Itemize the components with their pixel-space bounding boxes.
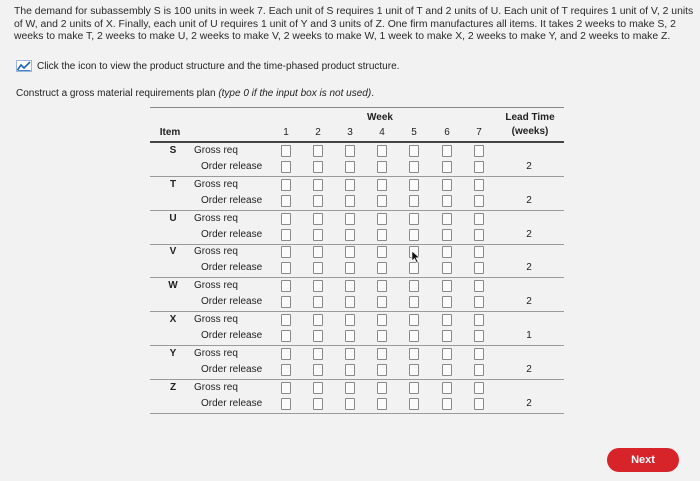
order-release-label: Order release — [201, 296, 263, 308]
gross-req-input[interactable] — [377, 348, 387, 360]
order-release-input[interactable] — [474, 296, 484, 308]
lead-time-value: 2 — [526, 161, 532, 172]
order-release-input[interactable] — [345, 364, 355, 376]
item-name: V — [169, 246, 177, 258]
gross-req-input[interactable] — [281, 213, 291, 225]
order-release-input[interactable] — [345, 398, 355, 410]
gross-req-input[interactable] — [377, 314, 387, 326]
lead-time-value: 2 — [526, 228, 532, 240]
gross-req-input[interactable] — [442, 280, 452, 292]
item-name: T — [169, 178, 177, 190]
lead-time-value: 2 — [526, 194, 532, 206]
row-separator — [150, 277, 564, 278]
order-release-input[interactable] — [281, 364, 291, 376]
order-release-input[interactable] — [409, 262, 419, 274]
order-release-input[interactable] — [313, 229, 323, 241]
gross-req-input[interactable] — [409, 246, 419, 258]
gross-req-input[interactable] — [313, 145, 323, 157]
order-release-input[interactable] — [281, 296, 291, 308]
order-release-input[interactable] — [377, 398, 387, 410]
gross-req-input[interactable] — [474, 314, 484, 326]
gross-req-input[interactable] — [345, 213, 355, 225]
order-release-input[interactable] — [442, 330, 452, 342]
order-release-label: Order release — [201, 161, 263, 172]
week-number: 4 — [379, 127, 385, 138]
item-name: U — [169, 212, 177, 224]
order-release-input[interactable] — [345, 195, 355, 207]
gross-req-input[interactable] — [409, 280, 419, 292]
week-number: 1 — [283, 127, 289, 138]
order-release-input[interactable] — [313, 330, 323, 342]
order-release-input[interactable] — [313, 195, 323, 207]
order-release-input[interactable] — [313, 262, 323, 274]
order-release-input[interactable] — [313, 161, 323, 173]
gross-req-label: Gross req — [194, 212, 238, 224]
item-name: S — [169, 145, 177, 156]
order-release-input[interactable] — [409, 398, 419, 410]
gross-req-input[interactable] — [442, 382, 452, 394]
gross-requirements-table — [150, 104, 564, 414]
gross-req-input[interactable] — [281, 314, 291, 326]
header-rule — [150, 141, 564, 143]
lead-time-value: 1 — [526, 330, 532, 341]
table-top-rule — [150, 107, 564, 108]
item-name: Y — [169, 347, 177, 359]
order-release-input[interactable] — [474, 195, 484, 207]
order-release-input[interactable] — [442, 398, 452, 410]
gross-req-input[interactable] — [377, 246, 387, 258]
order-release-input[interactable] — [345, 330, 355, 342]
gross-req-input[interactable] — [377, 280, 387, 292]
gross-req-input[interactable] — [313, 246, 323, 258]
row-separator — [150, 345, 564, 346]
gross-req-input[interactable] — [474, 179, 484, 191]
gross-req-label: Gross req — [194, 314, 238, 325]
order-release-input[interactable] — [409, 330, 419, 342]
gross-req-input[interactable] — [281, 280, 291, 292]
gross-req-input[interactable] — [442, 179, 452, 191]
gross-req-input[interactable] — [377, 382, 387, 394]
gross-req-input[interactable] — [281, 348, 291, 360]
row-separator — [150, 311, 564, 312]
gross-req-label: Gross req — [194, 347, 238, 359]
gross-req-input[interactable] — [474, 145, 484, 157]
order-release-label: Order release — [201, 397, 263, 409]
gross-req-input[interactable] — [313, 348, 323, 360]
gross-req-input[interactable] — [313, 314, 323, 326]
lead-time-value: 2 — [526, 262, 532, 274]
gross-req-input[interactable] — [345, 382, 355, 394]
week-number: 5 — [411, 127, 417, 138]
lead-time-header: Lead Time — [505, 112, 555, 123]
item-name: Z — [169, 381, 177, 393]
order-release-input[interactable] — [377, 195, 387, 207]
instruction — [16, 88, 374, 99]
week-number: 7 — [476, 127, 482, 138]
order-release-input[interactable] — [442, 262, 452, 274]
gross-req-input[interactable] — [474, 348, 484, 360]
gross-req-input[interactable] — [377, 179, 387, 191]
product-structure-link-label[interactable]: Click the icon to view the product structure and the time-phased product structure. — [37, 60, 400, 72]
gross-req-input[interactable] — [474, 246, 484, 258]
gross-req-input[interactable] — [474, 382, 484, 394]
problem-statement: The demand for subassembly S is 100 units in week 7. Each unit of S requires 1 unit of T and 2 units of U. Each unit of T requires 1 unit of V, 2 units of W, and 2 units of X. Finally, each unit of U requires 1 unit of Y and 3 units of Z. One firm manufactures all items. It takes 2 weeks to make S, 2 weeks to make T, 2 weeks to make U, 2 weeks to make V, 2 weeks to make W, 1 week to make X, 2 weeks to make Y, and 2 weeks to make Z. — [14, 6, 694, 43]
gross-req-input[interactable] — [442, 348, 452, 360]
gross-req-input[interactable] — [281, 246, 291, 258]
order-release-input[interactable] — [377, 262, 387, 274]
order-release-input[interactable] — [442, 161, 452, 173]
lead-time-value: 2 — [526, 296, 532, 308]
chart-icon[interactable] — [16, 60, 32, 72]
gross-req-input[interactable] — [345, 348, 355, 360]
gross-req-label: Gross req — [194, 246, 238, 258]
gross-req-input[interactable] — [281, 382, 291, 394]
instruction-note: (type 0 if the input box is not used) — [218, 88, 372, 99]
product-structure-link[interactable] — [16, 60, 399, 72]
gross-req-input[interactable] — [409, 314, 419, 326]
order-release-input[interactable] — [442, 195, 452, 207]
order-release-input[interactable] — [377, 296, 387, 308]
week-number: 3 — [347, 127, 353, 138]
gross-req-input[interactable] — [409, 145, 419, 157]
gross-req-input[interactable] — [442, 213, 452, 225]
gross-req-input[interactable] — [409, 348, 419, 360]
item-name: X — [169, 314, 177, 325]
instruction-end: . — [371, 88, 374, 99]
gross-req-input[interactable] — [409, 213, 419, 225]
order-release-input[interactable] — [281, 229, 291, 241]
order-release-input[interactable] — [377, 330, 387, 342]
item-name: W — [168, 280, 178, 292]
order-release-input[interactable] — [442, 296, 452, 308]
order-release-input[interactable] — [409, 296, 419, 308]
order-release-input[interactable] — [474, 161, 484, 173]
gross-req-input[interactable] — [377, 213, 387, 225]
order-release-label: Order release — [201, 194, 263, 206]
gross-req-label: Gross req — [194, 381, 238, 393]
gross-req-input[interactable] — [281, 179, 291, 191]
lead-time-value: 2 — [526, 397, 532, 409]
gross-req-label: Gross req — [194, 280, 238, 292]
order-release-input[interactable] — [442, 364, 452, 376]
order-release-input[interactable] — [474, 364, 484, 376]
order-release-input[interactable] — [281, 398, 291, 410]
gross-req-input[interactable] — [345, 246, 355, 258]
next-button[interactable]: Next — [607, 448, 679, 472]
gross-req-input[interactable] — [345, 179, 355, 191]
order-release-input[interactable] — [313, 364, 323, 376]
order-release-input[interactable] — [345, 161, 355, 173]
order-release-input[interactable] — [409, 161, 419, 173]
gross-req-input[interactable] — [313, 382, 323, 394]
lead-time-value: 2 — [526, 363, 532, 375]
gross-req-input[interactable] — [474, 280, 484, 292]
row-separator — [150, 244, 564, 245]
gross-req-input[interactable] — [281, 145, 291, 157]
order-release-input[interactable] — [377, 364, 387, 376]
order-release-input[interactable] — [313, 296, 323, 308]
week-header: Week — [367, 112, 393, 123]
order-release-input[interactable] — [474, 229, 484, 241]
order-release-input[interactable] — [345, 296, 355, 308]
order-release-input[interactable] — [281, 262, 291, 274]
week-number: 2 — [315, 127, 321, 138]
weeks-unit-header: (weeks) — [511, 126, 549, 137]
row-separator — [150, 176, 564, 177]
gross-req-input[interactable] — [345, 314, 355, 326]
order-release-input[interactable] — [409, 195, 419, 207]
row-separator — [150, 413, 564, 414]
order-release-input[interactable] — [409, 364, 419, 376]
gross-req-input[interactable] — [313, 179, 323, 191]
item-header: Item — [159, 127, 181, 138]
gross-req-input[interactable] — [474, 213, 484, 225]
order-release-input[interactable] — [281, 330, 291, 342]
gross-req-input[interactable] — [409, 179, 419, 191]
order-release-label: Order release — [201, 262, 263, 274]
order-release-input[interactable] — [409, 229, 419, 241]
gross-req-input[interactable] — [313, 213, 323, 225]
instruction-text: Construct a gross material requirements plan — [16, 88, 219, 99]
row-separator — [150, 379, 564, 380]
order-release-input[interactable] — [442, 229, 452, 241]
gross-req-input[interactable] — [313, 280, 323, 292]
order-release-input[interactable] — [345, 229, 355, 241]
order-release-input[interactable] — [281, 195, 291, 207]
order-release-label: Order release — [201, 330, 263, 341]
gross-req-input[interactable] — [442, 314, 452, 326]
order-release-input[interactable] — [474, 398, 484, 410]
gross-req-label: Gross req — [194, 178, 238, 190]
order-release-label: Order release — [201, 228, 263, 240]
order-release-input[interactable] — [474, 262, 484, 274]
order-release-input[interactable] — [313, 398, 323, 410]
order-release-input[interactable] — [377, 161, 387, 173]
gross-req-input[interactable] — [442, 145, 452, 157]
row-separator — [150, 210, 564, 211]
gross-req-input[interactable] — [345, 145, 355, 157]
gross-req-input[interactable] — [345, 280, 355, 292]
order-release-input[interactable] — [345, 262, 355, 274]
gross-req-input[interactable] — [409, 382, 419, 394]
week-number: 6 — [444, 127, 450, 138]
gross-req-input[interactable] — [442, 246, 452, 258]
order-release-input[interactable] — [281, 161, 291, 173]
order-release-input[interactable] — [474, 330, 484, 342]
gross-req-label: Gross req — [194, 145, 238, 156]
gross-req-input[interactable] — [377, 145, 387, 157]
order-release-input[interactable] — [377, 229, 387, 241]
order-release-label: Order release — [201, 363, 263, 375]
